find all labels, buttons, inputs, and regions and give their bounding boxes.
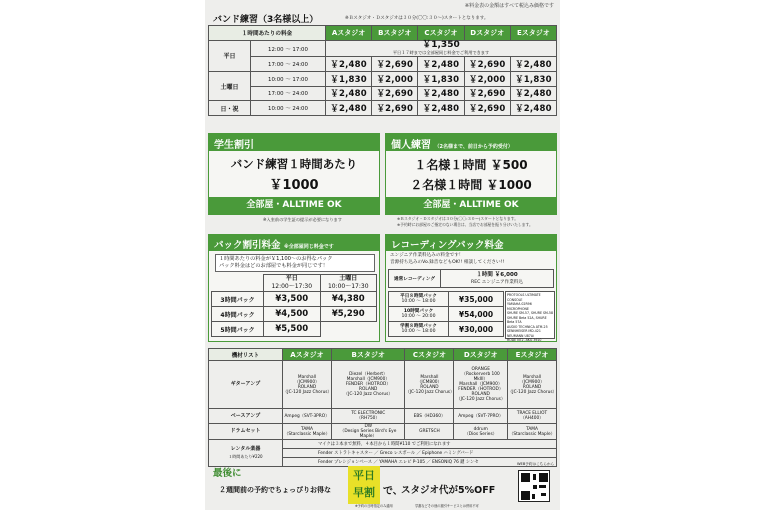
time-cell: 12:00 ～ 17:00 (251, 41, 326, 57)
equip-cell: TC ELECTRONIC （RH750） (331, 409, 405, 424)
rec-normal-price-cell (441, 270, 554, 288)
equip-cell: Marshall （JCM900） ROLAND （JC-120 Jazz Chorus） (508, 361, 557, 409)
rec-gear-item: SHURE Beta 52A, SHURE Beta 57A (507, 315, 547, 324)
studio-b-header: Bスタジオ (372, 26, 418, 41)
pack-col1-title: 平日 (285, 275, 298, 282)
rec-gear-item: SHURE SM-57, SHURE SM-58 (507, 311, 553, 315)
rental-sub: １時間あたり¥220 (228, 453, 263, 459)
flat-price-note: 平日１７時までは全部屋同じ料金でご利用できます (392, 50, 490, 55)
equip-cell: Ampeg（SVT-3PRO） (283, 409, 332, 424)
saturday-label: 土曜日 (209, 71, 251, 101)
early-discount-stamp: 平日早割 (348, 466, 380, 504)
price-cell: ￥2,690 (464, 57, 510, 72)
solo-header (386, 134, 556, 151)
equip-cell: Diezel（Herbert） Marshall（JCM900） FENDER（HOTROD） ROLAND （JC-120 Jazz Chorus） (331, 361, 405, 409)
price-cell: ￥2,690 (372, 101, 418, 116)
pack-col2 (320, 275, 377, 292)
student-title: 学生割引 (209, 134, 379, 151)
rec-gear-item: NEUMANN U87Ai (507, 333, 534, 338)
holiday-label: 日・祝 (209, 101, 251, 116)
rental-label: レンタル楽器 (230, 445, 261, 452)
equip-studio-a: Aスタジオ (283, 349, 332, 361)
rec-pack-time: 10:00 ～ 18:00 (401, 299, 436, 304)
price-cell: ￥2,690 (372, 57, 418, 72)
band-price-table (208, 25, 557, 116)
rental-line: Fender プレシジョンベース ／ YAMAHA エレピ P-105 ／ ENSONIQ 76 鍵 シンセ (283, 458, 557, 467)
guitar-amp-label: ギターアンプ (209, 361, 283, 409)
rec-desc (390, 253, 504, 266)
rec-pack-price: ¥30,000 (449, 322, 504, 337)
pack-label: 3時間パック (212, 292, 264, 307)
rec-pack-time: 10:00 ～ 20:00 (401, 314, 436, 319)
footer-line: ２週間前の予約でちょっぴりお得な (219, 486, 331, 494)
price-cell: ￥2,480 (418, 57, 464, 72)
rec-pack-label: 10時間パック (403, 309, 434, 314)
pack-price: ¥3,500 (264, 292, 321, 307)
equip-cell: Marshall （JCM900） ROLAND （JC-120 Jazz Chorus） (283, 361, 332, 409)
equip-cell: GRETSCH (405, 424, 454, 440)
price-cell: ￥2,690 (464, 101, 510, 116)
rental-line: Fender ストラトキャスター ／ Greco レスポール ／ Epiphone ハミングバード (283, 449, 557, 458)
equip-cell: Ampeg（SVT-7PRO） (454, 409, 508, 424)
pack-label: 4時間パック (212, 307, 264, 322)
footer-de: で、 (383, 486, 403, 497)
solo-note1: ※Ｂスタジオ・Ｄスタジオは３０分(〇〇:３０～)スタートとなります。 (397, 216, 519, 221)
price-cell: ￥2,480 (325, 101, 371, 116)
student-price: ￥1000 (269, 178, 319, 193)
solo-line1: １名様１時間 ￥500 (414, 158, 528, 172)
price-cell: ￥1,830 (510, 71, 556, 86)
pack-col2-time: 10:00～17:30 (327, 283, 369, 290)
pack-title-note: ※全部屋同じ料金です (283, 244, 334, 250)
price-cell: ￥2,480 (510, 57, 556, 72)
price-cell: ￥2,000 (372, 71, 418, 86)
equip-studio-e: Eスタジオ (508, 349, 557, 361)
equipment-table (208, 348, 557, 467)
pack-col2-title: 土曜日 (339, 275, 358, 282)
rec-pack-label-cell (389, 292, 449, 307)
price-cell: ￥2,480 (510, 101, 556, 116)
rec-pack-label-cell (389, 307, 449, 322)
footer-off: スタジオ代が5%OFF (401, 485, 496, 496)
pack-price: ¥4,380 (320, 292, 377, 307)
weekday-label: 平日 (209, 41, 251, 72)
solo-bar: 全部屋・ALLTIME OK (386, 197, 556, 214)
price-cell: ￥2,690 (464, 86, 510, 101)
equip-corner: 機材リスト (209, 349, 283, 361)
price-cell: ￥2,480 (510, 86, 556, 101)
rec-pack-table (388, 291, 504, 337)
studio-d-header: Dスタジオ (464, 26, 510, 41)
studio-e-header: Eスタジオ (510, 26, 556, 41)
rec-pack-price: ¥54,000 (449, 307, 504, 322)
flat-price: ￥1,350 (422, 40, 460, 50)
rec-gear-item: YAMAHA 02R96 (507, 302, 532, 306)
footer-last: 最後に (213, 468, 242, 479)
equip-studio-c: Cスタジオ (405, 349, 454, 361)
rec-pack-price: ¥35,000 (449, 292, 504, 307)
web-reserve-label: WEB予約はこちらから (517, 462, 555, 466)
band-title: バンド練習（3名様以上） (213, 15, 319, 25)
solo-line2: ２名様１時間 ￥1000 (410, 178, 532, 192)
pack-price: ¥5,500 (264, 322, 321, 337)
rec-normal-table (388, 269, 554, 288)
student-bar: 全部屋・ALLTIME OK (209, 197, 379, 214)
equip-cell: DW （Design Series Bird's Eye Maple） (331, 424, 405, 440)
price-cell: ￥2,480 (325, 57, 371, 72)
rec-desc1: エンジニア作業料込みの料金です！ (390, 253, 464, 258)
bass-amp-label: ベースアンプ (209, 409, 283, 424)
rec-pack-label: 平日８時間パック (400, 294, 437, 299)
pack-label: 5時間パック (212, 322, 264, 337)
equip-cell: TRACE ELLIOT （AH400） (508, 409, 557, 424)
rec-gear-item: RODE NT2, AKG 3910 (507, 338, 542, 342)
band-corner: １時間あたりの料金 (209, 26, 326, 41)
pack-desc1: １時間あたりの料金が￥1,100～のお得なパック (219, 256, 333, 262)
tax-note: ※料金表の金額はすべて税込み価格です (464, 3, 554, 9)
equip-studio-d: Dスタジオ (454, 349, 508, 361)
solo-title: 個人練習 (391, 140, 431, 151)
pack-price: ¥4,500 (264, 307, 321, 322)
rec-gear-item: CONSOLE (507, 297, 523, 302)
rec-gear-item: MICROPHONE (507, 306, 529, 311)
solo-panel (385, 133, 557, 215)
studio-a-header: Aスタジオ (325, 26, 371, 41)
pack-price (320, 322, 377, 337)
footer-small2: 学割などその他の割引サービスとは併用不可 (415, 504, 479, 508)
solo-title-note: （2名様まで、前日から予約受付） (434, 144, 513, 150)
rental-label-cell (209, 440, 283, 467)
studio-c-header: Cスタジオ (418, 26, 464, 41)
equip-cell: ddrum （Dios Series） (454, 424, 508, 440)
price-cell: ￥2,690 (372, 86, 418, 101)
rec-normal-sub: REC エンジニア作業料込 (471, 279, 523, 285)
pack-panel (208, 234, 380, 342)
equip-cell: Marshall （JCM800） ROLAND （JC-120 Jazz Chorus） (405, 361, 454, 409)
rec-desc2: 音源持ち込みのVo.録音などもOK!! 相談してください!! (390, 259, 505, 265)
time-cell: 10:00 ～ 17:00 (251, 71, 326, 86)
rec-gear-item: SENNHEISER MD-421 (507, 329, 541, 333)
equip-cell: EBS（HD360） (405, 409, 454, 424)
footer-small1: ※予約の日時指定のみ適用 (355, 504, 393, 508)
rec-pack-label: 学割８時間パック (400, 324, 437, 329)
equip-cell: TAMA （Starclassic Maple） (508, 424, 557, 440)
pack-price: ¥5,290 (320, 307, 377, 322)
drum-label: ドラムセット (209, 424, 283, 440)
pack-header (209, 235, 379, 251)
equip-cell: ORANGE （Rockerverb 100 MkIII） Marshall（JCM900） FENDER（HOTROD） ROLAND （JC-120 Jazz Chorus） (454, 361, 508, 409)
rec-pack-label-cell (389, 322, 449, 337)
price-cell: ￥2,480 (325, 86, 371, 101)
rec-panel (385, 234, 557, 342)
equip-studio-b: Bスタジオ (331, 349, 405, 361)
price-sheet (205, 0, 560, 510)
pack-desc2: パック料金はどのお部屋でも料金が同じです！ (219, 263, 328, 269)
pack-title: パック割引料金 (214, 240, 281, 251)
pack-col1 (264, 275, 321, 292)
price-cell: ￥1,830 (325, 71, 371, 86)
time-cell: 17:00 ～ 24:00 (251, 86, 326, 101)
rec-gear-list (505, 291, 555, 342)
time-cell: 17:00 ～ 24:00 (251, 57, 326, 72)
equip-cell: TAMA （Starclassic Maple） (283, 424, 332, 440)
rec-normal-label: 通常レコーディング (389, 270, 441, 288)
rec-title: レコーディングパック料金 (386, 235, 556, 251)
student-line1: バンド練習１時間あたり (230, 157, 358, 171)
pack-table (211, 274, 377, 337)
rental-line: マイクは３本まで無料、４本目から１時間¥110 でご利用になれます (283, 440, 557, 449)
student-note: ※入室前の学生証の提示が必要になります (263, 217, 342, 222)
pack-col1-time: 12:00～17:30 (271, 283, 313, 290)
rec-pack-time: 10:00 ～ 18:00 (401, 329, 436, 334)
rec-normal-price: １時間 ￥6,000 (476, 271, 518, 278)
pack-desc (215, 254, 375, 272)
price-cell: ￥1,830 (418, 71, 464, 86)
flat-price-cell (325, 41, 556, 57)
rec-gear-item: PROTOOLS ULTIMATE (507, 293, 541, 297)
student-panel (208, 133, 380, 215)
price-cell: ￥2,480 (418, 101, 464, 116)
price-cell: ￥2,480 (418, 86, 464, 101)
band-note: ※Ｂスタジオ・Ｄスタジオは３０分(〇〇:３０～)スタートとなります。 (345, 16, 489, 21)
qr-code-icon[interactable] (518, 470, 550, 502)
price-cell: ￥2,000 (464, 71, 510, 86)
time-cell: 10:00 ～ 24:00 (251, 101, 326, 116)
solo-note2: ※予約時にお部屋のご指定のない場合は、当店でお部屋を振り分けいたします。 (397, 222, 533, 227)
rec-gear-item: AUDIO TECHNICA ATM-25 (507, 324, 548, 329)
